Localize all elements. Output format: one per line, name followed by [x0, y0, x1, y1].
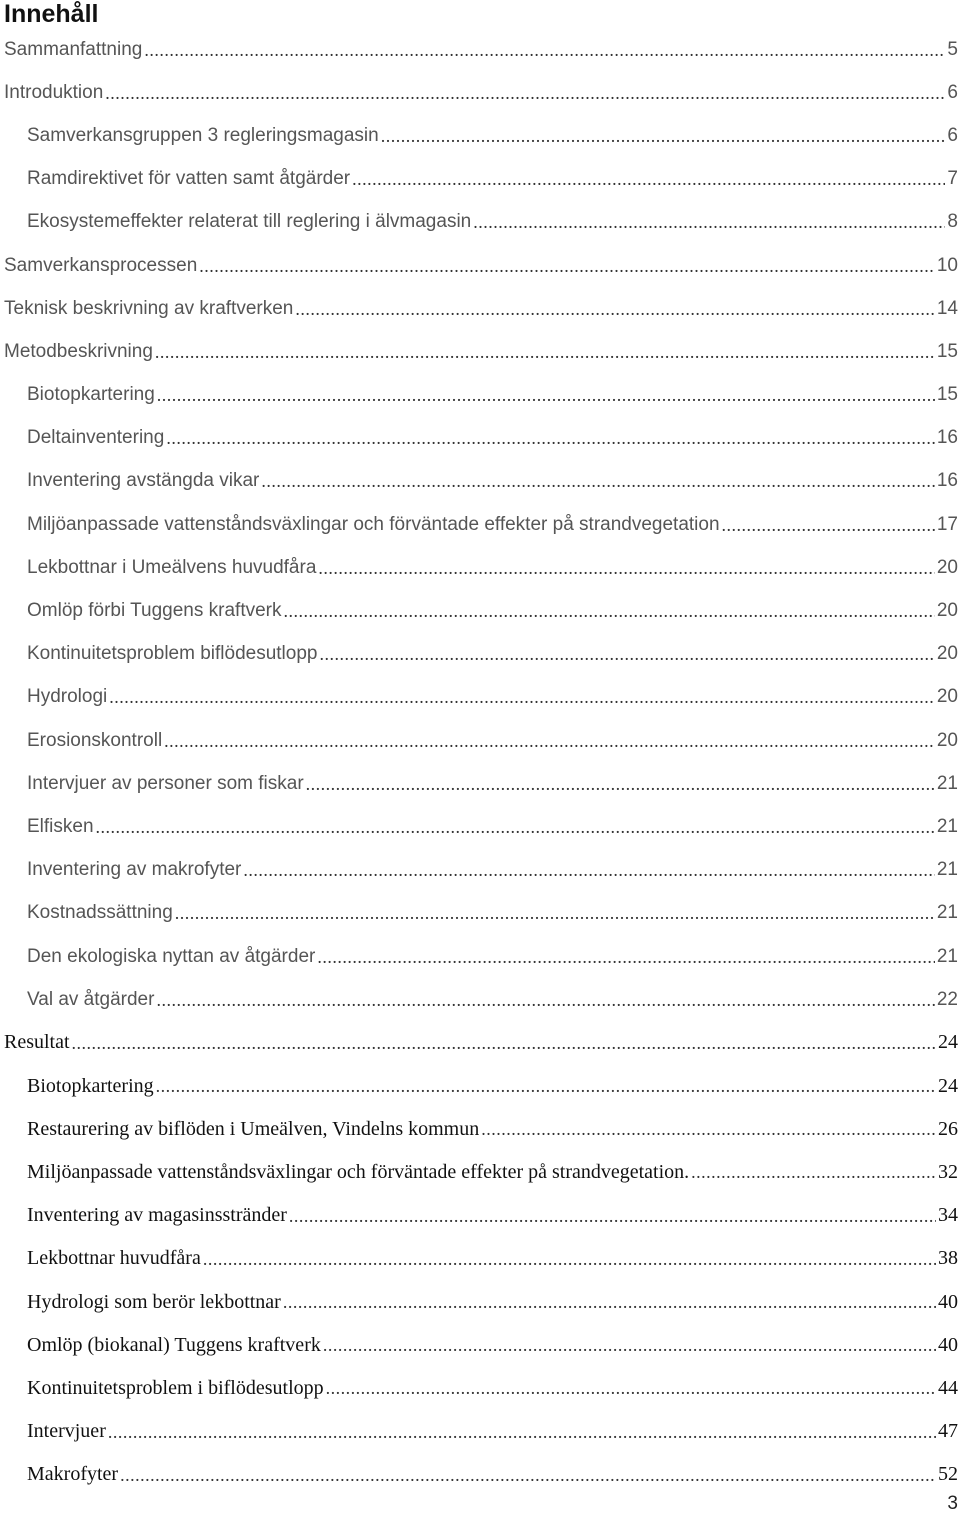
dot-leader — [722, 515, 935, 535]
toc-entry-page[interactable]: 21 — [936, 859, 958, 881]
toc-entry-title[interactable]: Hydrologi som berör lekbottnar — [27, 1290, 281, 1313]
toc-entry-title[interactable]: Kostnadssättning — [27, 902, 173, 924]
dot-leader — [317, 947, 935, 967]
dot-leader — [691, 1162, 936, 1182]
toc-entry-page[interactable]: 16 — [936, 427, 958, 449]
toc-entry-title[interactable]: Intervjuer — [27, 1420, 106, 1443]
toc-entry[interactable] — [0, 892, 960, 935]
toc-entry-title[interactable]: Lekbottnar i Umeälvens huvudfåra — [27, 556, 317, 578]
toc-entry[interactable] — [0, 1237, 960, 1280]
dot-leader — [481, 1119, 936, 1139]
toc-entry-page[interactable]: 16 — [936, 470, 958, 492]
toc-entry[interactable] — [0, 1453, 960, 1496]
toc-entry[interactable] — [0, 287, 960, 330]
toc-entry[interactable] — [0, 1065, 960, 1108]
toc-entry-title[interactable]: Kontinuitetsproblem biflödesutlopp — [27, 643, 318, 665]
toc-entry-title[interactable]: Erosionskontroll — [27, 729, 163, 751]
toc-entry-title[interactable]: Biotopkartering — [27, 1074, 154, 1097]
dot-leader — [473, 212, 945, 232]
toc-title: Innehåll — [4, 0, 99, 28]
toc-entry-title[interactable]: Sammanfattning — [4, 38, 143, 60]
toc-entry-title[interactable]: Introduktion — [4, 81, 104, 103]
dot-leader — [295, 299, 935, 319]
toc-entry-title[interactable]: Intervjuer av personer som fiskar — [27, 772, 304, 794]
toc-entry[interactable] — [0, 762, 960, 805]
dot-leader — [157, 385, 935, 405]
toc-entry[interactable] — [0, 374, 960, 417]
dot-leader — [96, 817, 935, 837]
toc-entry-page[interactable]: 21 — [936, 902, 958, 924]
toc-entry-page[interactable]: 15 — [936, 384, 958, 406]
toc-entry-title[interactable]: Hydrologi — [27, 686, 108, 708]
toc-entry-page[interactable]: 47 — [938, 1420, 958, 1443]
toc-entry[interactable] — [0, 201, 960, 244]
dot-leader — [155, 342, 935, 362]
toc-entry-title[interactable]: Makrofyter — [27, 1463, 119, 1486]
dot-leader — [381, 126, 946, 146]
dot-leader — [323, 1335, 936, 1355]
toc-entry[interactable] — [0, 676, 960, 719]
toc-entry[interactable] — [0, 330, 960, 373]
dot-leader — [156, 990, 934, 1010]
toc-entry-page[interactable]: 34 — [938, 1204, 958, 1227]
dot-leader — [203, 1249, 936, 1269]
toc-entry[interactable] — [0, 978, 960, 1021]
toc-entry-page[interactable]: 7 — [947, 168, 958, 190]
toc-entry[interactable] — [0, 1280, 960, 1323]
toc-entry-page[interactable]: 6 — [947, 124, 958, 146]
toc-entry-page[interactable]: 44 — [938, 1376, 958, 1399]
dot-leader — [164, 731, 935, 751]
toc-entry-page[interactable]: 20 — [936, 729, 958, 751]
toc-entry-title[interactable]: Miljöanpassade vattenståndsväxlingar och förväntade effekter på strandvegetation — [27, 513, 720, 535]
toc-entry-title[interactable]: Biotopkartering — [27, 384, 155, 406]
dot-leader — [284, 601, 935, 621]
toc-entry[interactable] — [0, 1324, 960, 1367]
toc-entry-title[interactable]: Miljöanpassade vattenståndsväxlingar och förväntade effekter på strandvegetation. — [27, 1160, 690, 1183]
dot-leader — [105, 83, 945, 103]
toc-entry-title[interactable]: Teknisk beskrivning av kraftverken — [4, 297, 294, 319]
toc-entry[interactable] — [0, 417, 960, 460]
toc-entry[interactable] — [0, 589, 960, 632]
toc-entry-title[interactable]: Inventering av makrofyter — [27, 859, 242, 881]
toc-entry-page[interactable]: 21 — [936, 772, 958, 794]
toc-entry[interactable] — [0, 71, 960, 114]
toc-entry-title[interactable]: Kontinuitetsproblem i biflödesutlopp — [27, 1376, 324, 1399]
toc-entry-page[interactable]: 22 — [936, 988, 958, 1010]
toc-entry-page[interactable]: 38 — [938, 1247, 958, 1270]
dot-leader — [166, 428, 935, 448]
toc-entry-title[interactable]: Inventering av magasinsstränder — [27, 1204, 287, 1227]
toc-entry-page[interactable]: 10 — [936, 254, 958, 276]
toc-entry[interactable] — [0, 935, 960, 978]
toc-entry-title[interactable]: Ramdirektivet för vatten samt åtgärder — [27, 168, 351, 190]
toc-entry-page[interactable]: 17 — [936, 513, 958, 535]
toc-entry-page[interactable]: 40 — [938, 1333, 958, 1356]
dot-leader — [72, 1033, 936, 1053]
toc-entry-page[interactable]: 26 — [938, 1117, 958, 1140]
toc-entry[interactable] — [0, 1194, 960, 1237]
dot-leader — [261, 471, 934, 491]
dot-leader — [306, 774, 935, 794]
toc-entry-page[interactable]: 8 — [947, 211, 958, 233]
toc-entry-page[interactable]: 24 — [938, 1031, 958, 1054]
toc-entry-page[interactable]: 6 — [947, 81, 958, 103]
toc-entry[interactable] — [0, 460, 960, 503]
dot-leader — [199, 256, 935, 276]
toc-entry-page[interactable]: 20 — [936, 600, 958, 622]
toc-entry-title[interactable]: Samverkansprocessen — [4, 254, 198, 276]
toc-entry[interactable] — [0, 1021, 960, 1064]
dot-leader — [109, 687, 935, 707]
toc-entry-page[interactable]: 52 — [938, 1463, 958, 1486]
toc-entry-title[interactable]: Elfisken — [27, 815, 94, 837]
dot-leader — [108, 1422, 936, 1442]
dot-leader — [120, 1465, 936, 1485]
toc-entry-title[interactable]: Val av åtgärder — [27, 988, 155, 1010]
dot-leader — [326, 1378, 936, 1398]
toc-entry[interactable] — [0, 633, 960, 676]
toc-entry[interactable] — [0, 503, 960, 546]
toc-entry-page[interactable]: 21 — [936, 815, 958, 837]
toc-entry-page[interactable]: 20 — [936, 686, 958, 708]
dot-leader — [318, 558, 934, 578]
dot-leader — [243, 860, 934, 880]
toc-entry-page[interactable]: 32 — [938, 1160, 958, 1183]
toc-entry-page[interactable]: 24 — [938, 1074, 958, 1097]
toc-entry[interactable] — [0, 805, 960, 848]
dot-leader — [352, 169, 945, 189]
dot-leader — [289, 1206, 936, 1226]
toc-entry-title[interactable]: Omlöp (biokanal) Tuggens kraftverk — [27, 1333, 321, 1356]
toc-entry-title[interactable]: Inventering avstängda vikar — [27, 470, 260, 492]
toc-entry[interactable] — [0, 158, 960, 201]
toc-entry-page[interactable]: 40 — [938, 1290, 958, 1313]
toc-entry-page[interactable]: 20 — [936, 556, 958, 578]
toc-entry-title[interactable]: Omlöp förbi Tuggens kraftverk — [27, 600, 282, 622]
dot-leader — [319, 644, 934, 664]
toc-entry[interactable] — [0, 244, 960, 287]
dot-leader — [175, 903, 935, 923]
page-number: 3 — [947, 1493, 958, 1514]
toc-entry[interactable] — [0, 719, 960, 762]
toc-entry[interactable] — [0, 28, 960, 71]
toc-entry-page[interactable]: 15 — [936, 340, 958, 362]
toc-entry-title[interactable]: Metodbeskrivning — [4, 340, 153, 362]
toc-entry-page[interactable]: 14 — [936, 297, 958, 319]
toc-entry[interactable] — [0, 114, 960, 157]
dot-leader — [156, 1076, 936, 1096]
toc-entry-page[interactable]: 20 — [936, 643, 958, 665]
toc-entry-page[interactable]: 21 — [936, 945, 958, 967]
toc-entry[interactable] — [0, 1410, 960, 1453]
toc-entry[interactable] — [0, 849, 960, 892]
toc-entry[interactable] — [0, 546, 960, 589]
toc-entry-title[interactable]: Lekbottnar huvudfåra — [27, 1247, 201, 1270]
toc-entry-title[interactable]: Restaurering av biflöden i Umeälven, Vindelns kommun — [27, 1117, 480, 1140]
toc-entry-title[interactable]: Ekosystemeffekter relaterat till reglering i älvmagasin — [27, 211, 472, 233]
table-of-contents — [0, 28, 960, 1496]
toc-entry-page[interactable]: 5 — [947, 38, 958, 60]
dot-leader — [144, 40, 945, 60]
toc-entry[interactable] — [0, 1108, 960, 1151]
dot-leader — [283, 1292, 936, 1312]
toc-entry-title[interactable]: Samverkansgruppen 3 regleringsmagasin — [27, 124, 379, 146]
toc-entry-title[interactable]: Resultat — [4, 1031, 70, 1054]
toc-entry-title[interactable]: Deltainventering — [27, 427, 165, 449]
toc-entry[interactable] — [0, 1151, 960, 1194]
toc-entry-title[interactable]: Den ekologiska nyttan av åtgärder — [27, 945, 316, 967]
toc-entry[interactable] — [0, 1367, 960, 1410]
